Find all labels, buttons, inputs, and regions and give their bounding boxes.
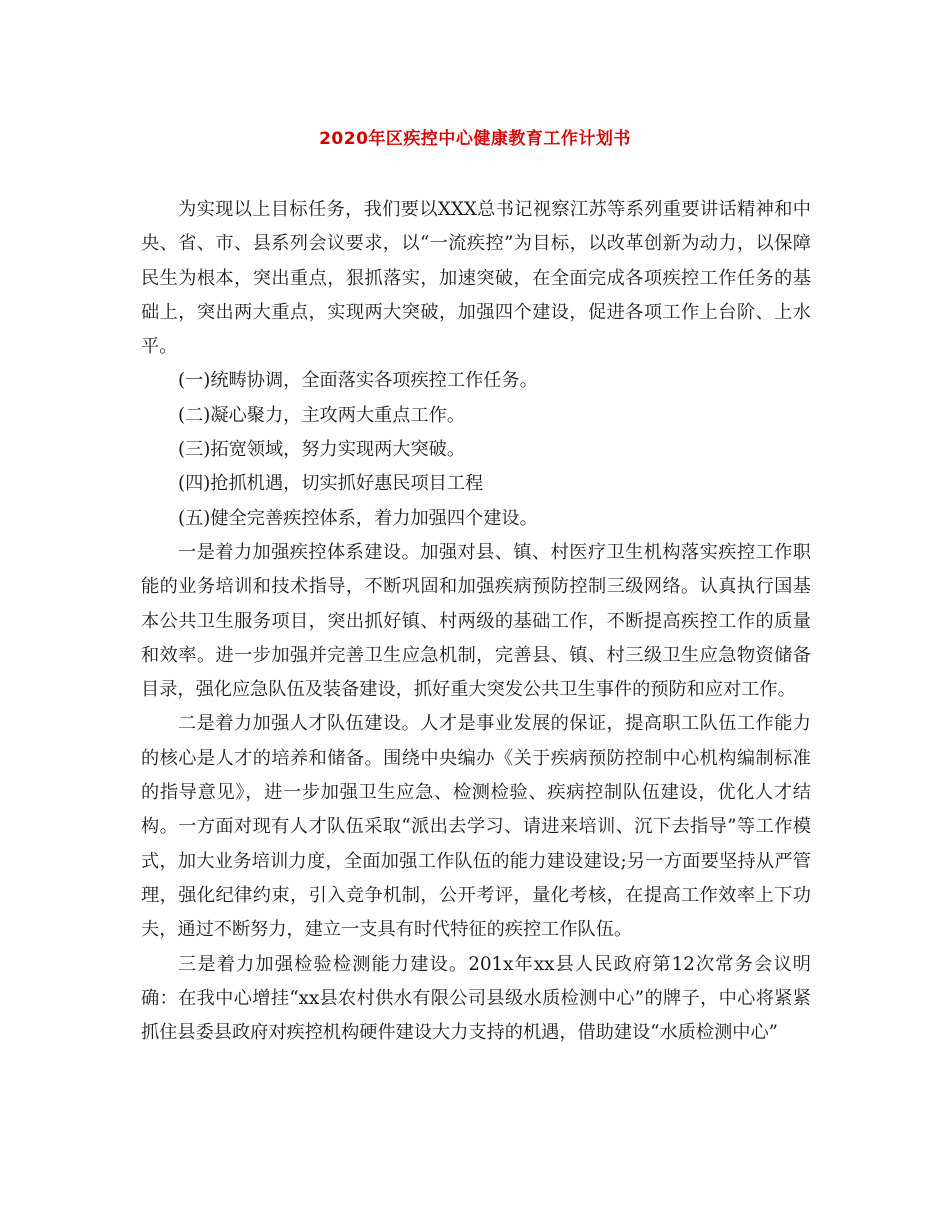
list-item-3: (三)拓宽领域，努力实现两大突破。	[178, 439, 466, 461]
paragraph-system-building: 一是着力加强疾控体系建设。加强对县、镇、村医疗卫生机构落实疾控工作职能的业务培训和技术指导，不断巩固和加强疾病预防控制三级网络。认真执行国基本公共卫生服务项目，突出抓好镇、村两级的基础工作，不断提高疾控工作的质量和效率。进一步加强并完善卫生应急机制，完善县、镇、村三级卫生应急物资储备目录，强化应急队伍及装备建设，抓好重大突发公共卫生事件的预防和应对工作。	[141, 541, 811, 701]
list-item-4: (四)抢抓机遇，切实抓好惠民项目工程	[178, 473, 484, 495]
document-body	[141, 193, 811, 1050]
paragraph-testing-capacity: 三是着力加强检验检测能力建设。201x年xx县人民政府第12次常务会议明确：在我中心增挂“xx县农村供水有限公司县级水质检测中心”的牌子，中心将紧紧抓住县委县政府对疾控机构硬件建设大力支持的机遇，借助建设“水质检测中心”	[141, 953, 811, 1044]
list-item-1: (一)统畴协调，全面落实各项疾控工作任务。	[178, 370, 538, 392]
document-title: 2020年区疾控中心健康教育工作计划书	[319, 129, 631, 149]
list-item-5: (五)健全完善疾控体系，着力加强四个建设。	[178, 507, 538, 529]
paragraph-intro: 为实现以上目标任务，我们要以XXX总书记视察江苏等系列重要讲话精神和中央、省、市、县系列会议要求，以“一流疾控”为目标，以改革创新为动力，以保障民生为根本，突出重点，狠抓落实，加速突破，在全面完成各项疾控工作任务的基础上，突出两大重点，实现两大突破，加强四个建设，促进各项工作上台阶、上水平。	[141, 199, 811, 358]
paragraph-talent-building: 二是着力加强人才队伍建设。人才是事业发展的保证，提高职工队伍工作能力的核心是人才的培养和储备。围绕中央编办《关于疾病预防控制中心机构编制标准的指导意见》，进一步加强卫生应急、检测检验、疾病控制队伍建设，优化人才结构。一方面对现有人才队伍采取“派出去学习、请进来培训、沉下去指导”等工作模式，加大业务培训力度，全面加强工作队伍的能力建设建设;另一方面要坚持从严管理，强化纪律约束，引入竞争机制，公开考评，量化考核，在提高工作效率上下功夫，通过不断努力，建立一支具有时代特征的疾控工作队伍。	[141, 713, 811, 941]
list-item-2: (二)凝心聚力，主攻两大重点工作。	[178, 404, 466, 426]
